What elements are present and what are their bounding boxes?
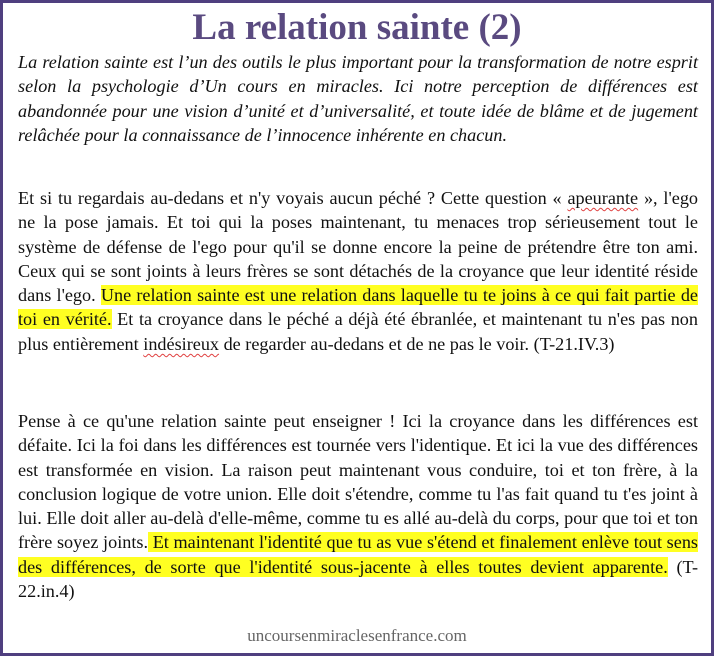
text-segment: de regarder au-dedans et de ne pas le voir. (T-21.IV.3) bbox=[219, 333, 615, 354]
text-segment: Et ta croyance dans le péché a déjà été ébranlée, et maintenant tu n'es pas non plus entièrement bbox=[18, 309, 698, 354]
quote-paragraph-2 bbox=[18, 409, 698, 603]
text-segment: Pense à ce qu'une relation sainte peut enseigner ! Ici la croyance dans les différences est défaite. Ici la foi dans les différences est tournée vers l'identique. Et ici la vue des différences est transformée en vision. La raison peut maintenant vous conduire, toi et ton frère, à la conclusion logique de votre union. Elle doit s'étendre, comme tu l'as fait quand tu t'es joint à lui. Elle doit aller au-delà d'elle-même, comme tu es allé au-delà du corps, pour que toi et ton frère soyez joints. bbox=[18, 411, 698, 553]
page-title: La relation sainte (2) bbox=[192, 7, 522, 48]
text-segment: », l'ego ne la pose jamais. Et toi qui la poses maintenant, tu menaces trop sérieusement tout le système de défense de l'ego pour qu'il se donne encore la peine de prétendre être ton ami. Ceux qui se sont joints à leurs frères se sont détachés de la croyance que leur identité réside dans l'ego. bbox=[18, 188, 699, 306]
intro-paragraph: La relation sainte est l’un des outils le plus important pour la transformation de notre esprit selon la psychologie d’Un cours en miracles. Ici notre perception de différences est abandonnée pour une vision d’unité et d’universalité, et toute idée de blâme et de jugement relâchée pour la connaissance de l’innocence inhérente en chacun. bbox=[18, 52, 698, 146]
citation: (T-22.in.4) bbox=[18, 556, 699, 602]
website-footer: uncoursenmiraclesenfrance.com bbox=[247, 626, 467, 645]
quote-paragraph-1 bbox=[18, 186, 698, 356]
highlighted-text: Une relation sainte est une relation dans laquelle tu te joins à ce qui fait partie de toi en vérité. bbox=[18, 285, 698, 330]
text-segment: Et si tu regardais au-dedans et n'y voyais aucun péché ? Cette question « bbox=[18, 188, 568, 208]
spellcheck-flagged-word: apeurante bbox=[567, 188, 639, 208]
spellcheck-flagged-word: indésireux bbox=[143, 333, 220, 354]
highlighted-text: Et maintenant l'identité que tu as vue s'étend et finalement enlève tout sens des différences, de sorte que l'identité sous-jacente à elles toutes devient apparente. bbox=[18, 532, 698, 577]
